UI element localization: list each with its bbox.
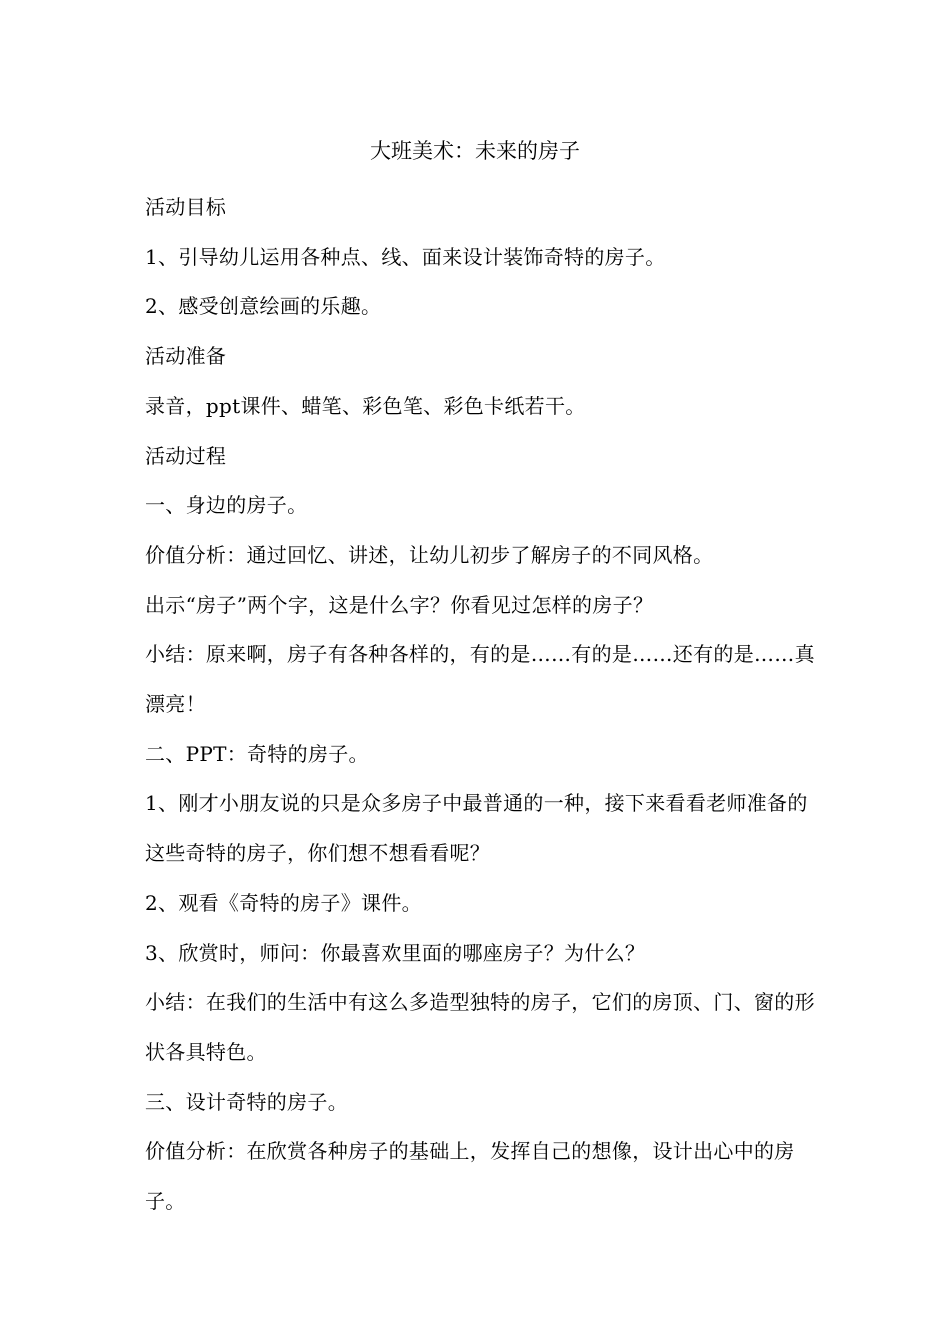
goal-item-1: 1、引导幼儿运用各种点、线、面来设计装饰奇特的房子。 [145,244,666,269]
value-analysis-3: 价值分析：在欣赏各种房子的基础上，发挥自己的想像，设计出心中的房子。 [145,1139,795,1214]
paragraph: 3、欣赏时，师问：你最喜欢里面的哪座房子？为什么？ [145,940,646,965]
section-heading-preparation: 活动准备 [145,344,227,369]
paragraph: 1、刚才小朋友说的只是众多房子中最普通的一种，接下来看看老师准备的这些奇特的房子，你们想不想看看呢？ [145,791,808,866]
section-heading-goals: 活动目标 [145,195,227,219]
preparation-text: 录音，ppt课件、蜡笔、彩色笔、彩色卡纸若干。 [145,393,586,418]
document-body [145,183,825,1227]
paragraph: 2、观看《奇特的房子》课件。 [145,890,422,915]
step-heading-3: 三、设计奇特的房子。 [145,1089,348,1114]
summary-2: 小结：在我们的生活中有这么多造型独特的房子，它们的房顶、门、窗的形状各具特色。 [145,990,815,1064]
summary-1: 小结：原来啊，房子有各种各样的，有的是……有的是……还有的是……真漂亮！ [145,642,815,717]
paragraph: 出示“房子”两个字，这是什么字？你看见过怎样的房子？ [145,592,654,617]
goal-item-2: 2、感受创意绘画的乐趣。 [145,294,382,319]
value-analysis-1: 价值分析：通过回忆、讲述，让幼儿初步了解房子的不同风格。 [145,542,714,567]
document-title: 大班美术：未来的房子 [370,139,580,163]
section-heading-process: 活动过程 [145,443,227,468]
step-heading-2: 二、PPT：奇特的房子。 [145,741,369,766]
step-heading-1: 一、身边的房子。 [145,493,308,518]
